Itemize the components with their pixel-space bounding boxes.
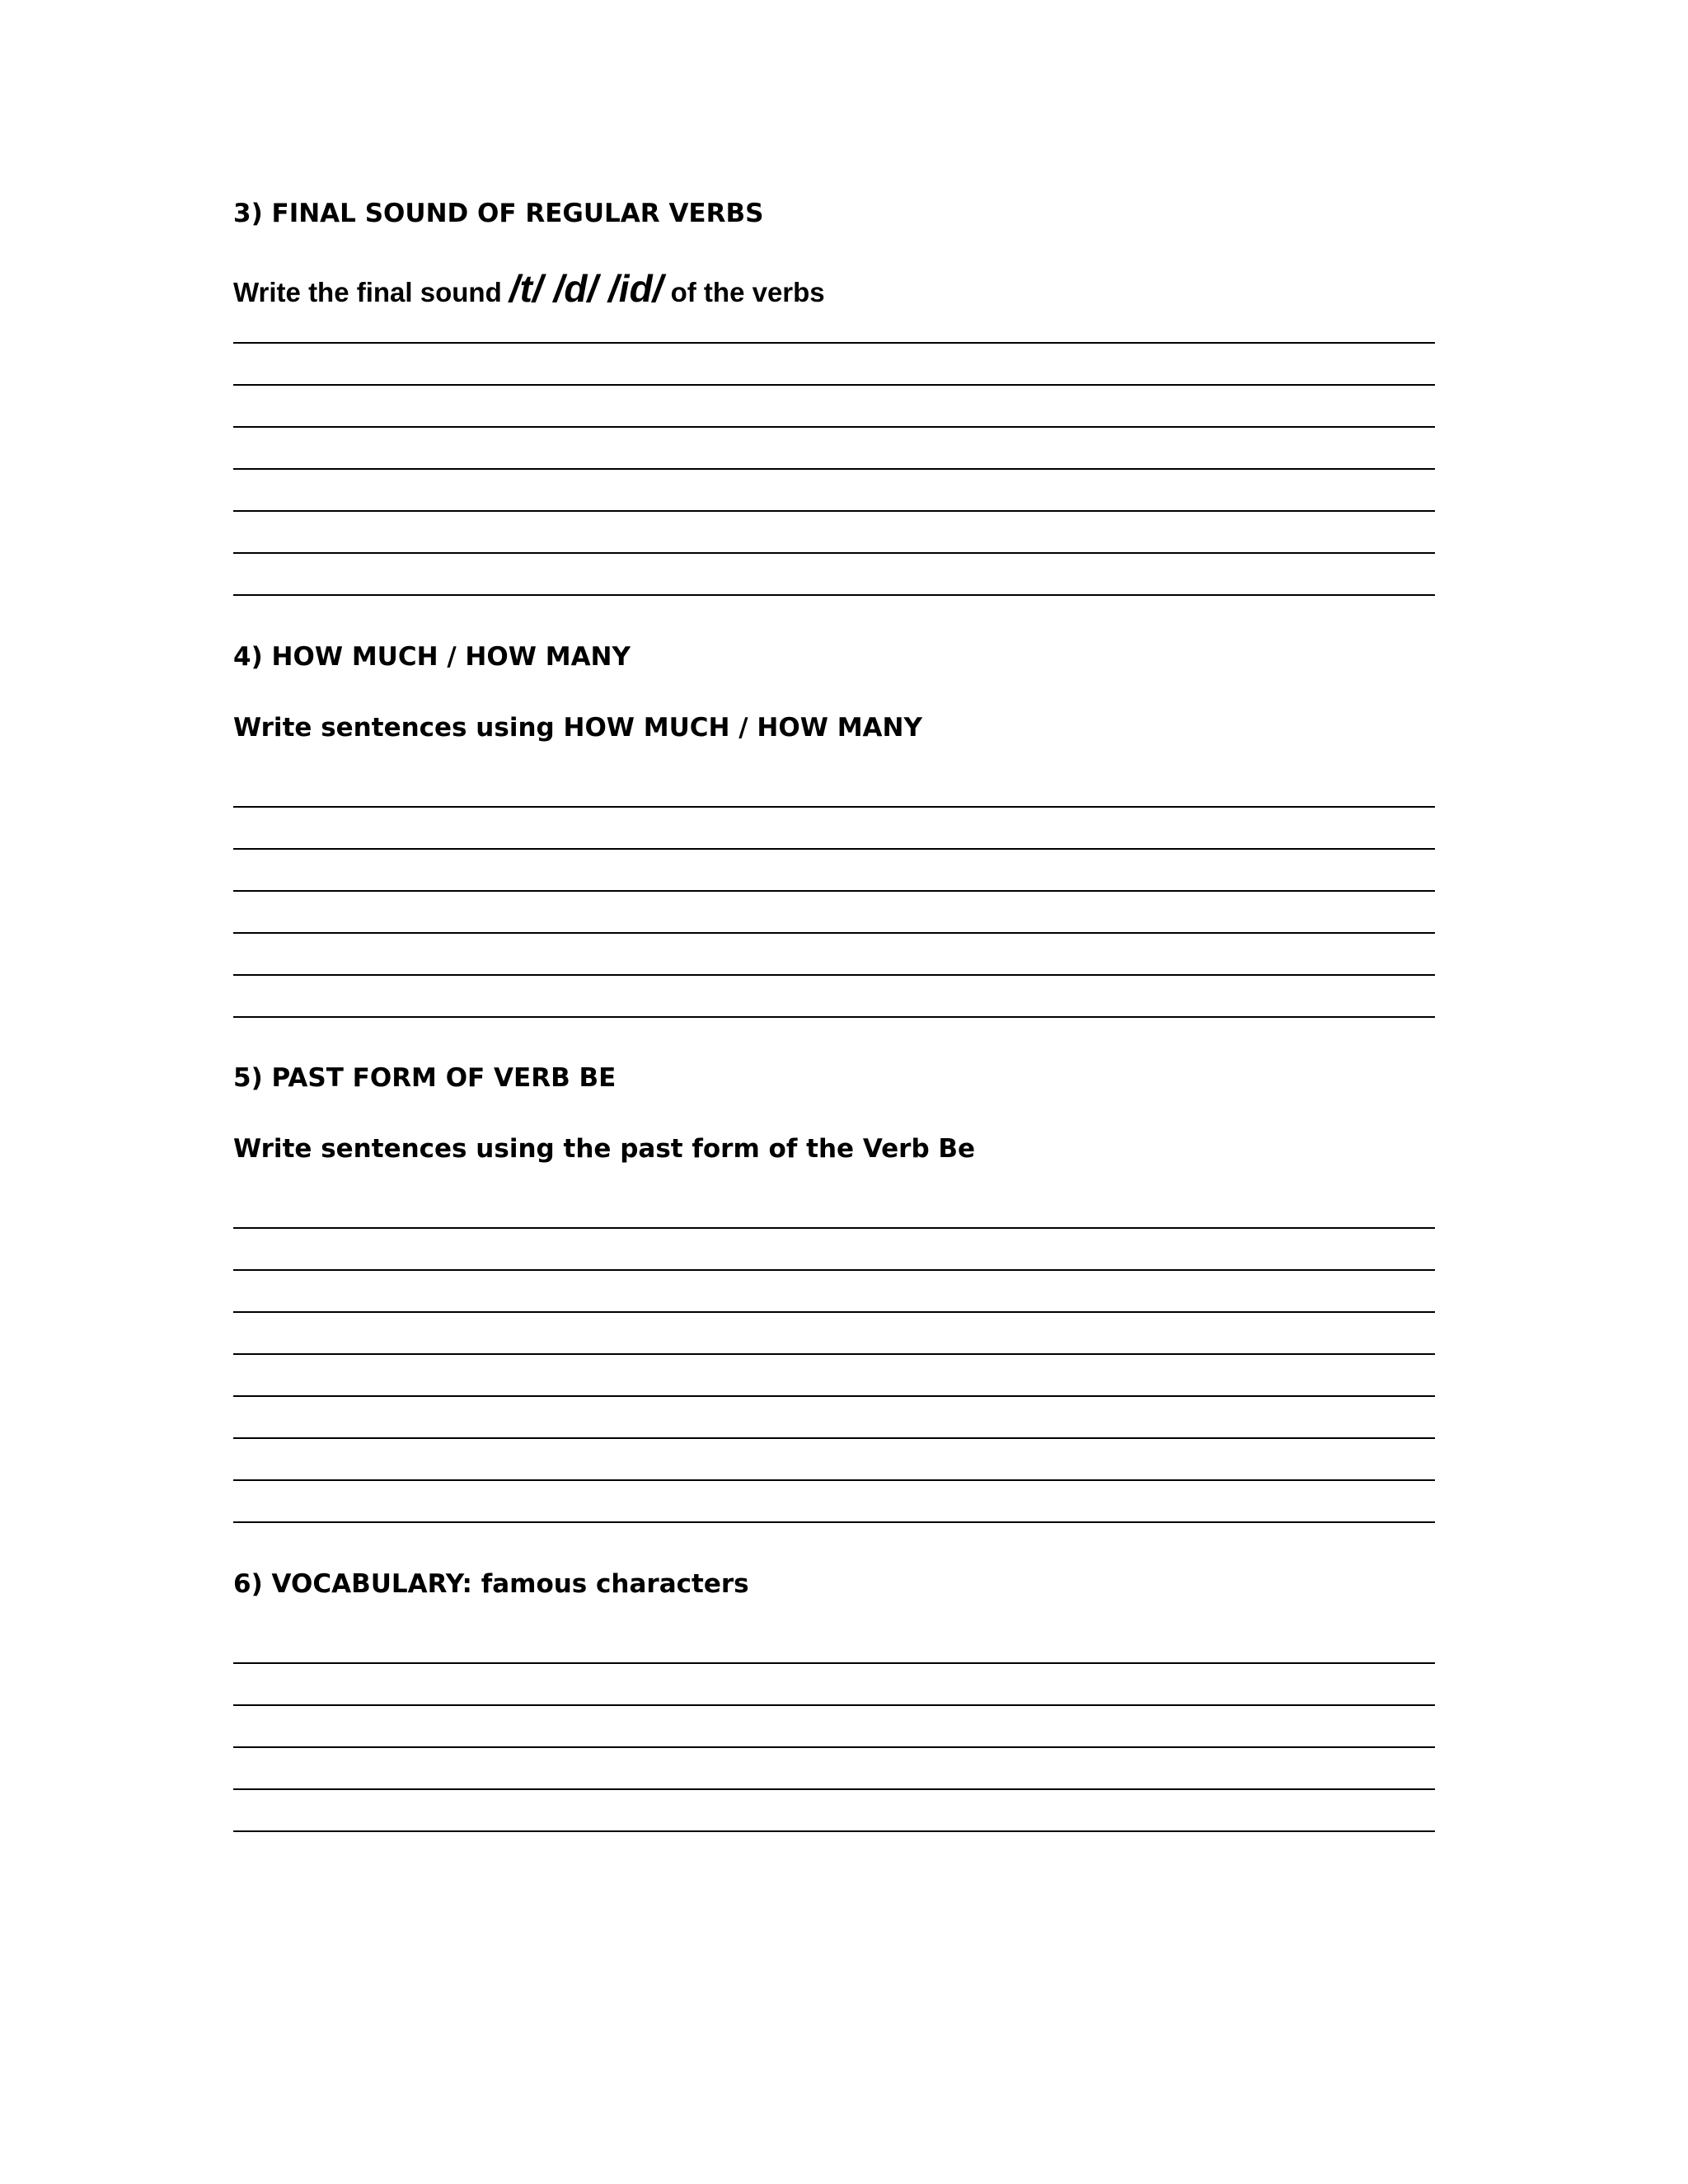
answer-line[interactable] [233,1353,1435,1355]
answer-line[interactable] [233,1830,1435,1832]
answer-line[interactable] [233,1311,1435,1313]
section-3-instruction-before: Write the final sound [233,277,509,307]
answer-line[interactable] [233,1437,1435,1439]
answer-line[interactable] [233,552,1435,554]
answer-line[interactable] [233,468,1435,470]
answer-line[interactable] [233,848,1435,850]
answer-line[interactable] [233,384,1435,386]
answer-line[interactable] [233,932,1435,934]
section-3-instruction [233,267,825,310]
section-4-instruction: Write sentences using HOW MUCH / HOW MANY [233,713,922,743]
section-5-heading: 5) PAST FORM OF VERB BE [233,1063,617,1093]
section-3-heading: 3) FINAL SOUND OF REGULAR VERBS [233,199,764,228]
section-3-phonemes: /t/ /d/ /id/ [509,267,663,310]
answer-line[interactable] [233,1746,1435,1748]
answer-line[interactable] [233,1016,1435,1018]
section-4-heading: 4) HOW MUCH / HOW MANY [233,642,631,672]
answer-line[interactable] [233,1521,1435,1523]
answer-line[interactable] [233,1788,1435,1790]
answer-line[interactable] [233,594,1435,596]
answer-line[interactable] [233,1227,1435,1229]
answer-line[interactable] [233,510,1435,512]
answer-line[interactable] [233,806,1435,808]
answer-line[interactable] [233,1662,1435,1664]
answer-line[interactable] [233,1704,1435,1706]
answer-line[interactable] [233,1269,1435,1271]
answer-line[interactable] [233,342,1435,344]
section-3-instruction-after: of the verbs [663,277,825,307]
section-6-heading: 6) VOCABULARY: famous characters [233,1569,749,1599]
answer-line[interactable] [233,890,1435,892]
answer-line[interactable] [233,426,1435,428]
answer-line[interactable] [233,1479,1435,1481]
answer-line[interactable] [233,974,1435,976]
section-5-instruction: Write sentences using the past form of the Verb Be [233,1134,976,1164]
answer-line[interactable] [233,1395,1435,1397]
